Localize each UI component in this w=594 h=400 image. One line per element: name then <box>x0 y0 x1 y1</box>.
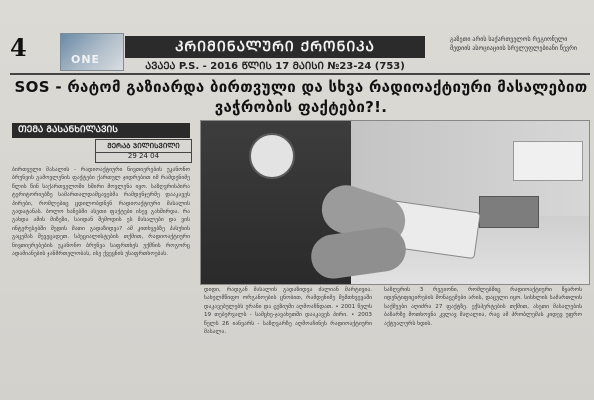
newspaper-logo <box>60 33 124 71</box>
photo-evidence-box <box>479 196 539 228</box>
section-header-title: ᲙᲠᲘᲛᲘᲜᲐᲚᲣᲠᲘ ᲥᲠᲝᲜᲘᲙᲐ <box>175 39 375 55</box>
header-right-note: გაზეთი არის საქართველოს რეგიონული მედიის ასოციაციის სრულუფლებიანი წევრი <box>450 36 577 52</box>
article-photo <box>200 120 590 285</box>
police-badge-icon <box>249 133 295 179</box>
section-header-band <box>125 36 425 58</box>
header-rule <box>10 73 590 75</box>
middle-column-text: დიდი, რადგან მასალის გადაზიდვა ძალიან მარტივია. სახელმწიფო ორგანოების ცნობით, რამდენიმე შემთხვევაში დაკავებულებს ურანი და ცეზიუმი აღმოაჩნდათ. • 2001 წელს 19 თებერვალს - სამცხე-ჯავახეთში დააკავეს პირი. • 2003 წელს 26 იანვარს - საზღვარზე აღმოაჩინეს რადიოაქტიური მასალა. <box>204 287 372 336</box>
section-tag: ᲗᲔᲛᲐ ᲒᲐᲡᲐᲜᲮᲘᲚᲐᲕᲘᲡ <box>12 123 190 138</box>
logo-text: ONE <box>71 53 101 66</box>
right-column-text: საზღვრის 3 რეგიონი, რომლებშიც რადიოაქტიური წყაროს იდენტიფიცირების მონაცემები არის, დაცული იყო. სისხლის სამართლის საქმეები აღიძრა 27 ფაქტზე. ექსპერტების თქმით, ასეთი მასალების ბაზარზე მოთხოვნა კვლავ მაღალია, რაც ამ პრობლემას კიდევ უფრო აქტუალურს ხდის. <box>384 287 582 327</box>
author-name: ᲛᲔᲠᲐᲑ ᲯᲘᲚᲘᲡᲕᲘᲚᲘ <box>95 139 192 153</box>
page-number: 4 <box>10 33 27 62</box>
photo-white-box <box>513 141 583 181</box>
article-date: 29 24 04 <box>95 151 192 163</box>
article-headline: SOS - რატომ გაზიარდა ბირთვული და სხვა რადიოაქტიური მასალებით ვაჭრობის ფაქტები?!. <box>14 78 588 116</box>
left-column-text: ბირთვული მასალის - რადიოაქტიური ნივთიერების უკანონო ბრუნვის გამოვლენის ფაქტები ქართულ ჯიდრებით იმ რამდენიმე წლის წინ საქართველოში ხშირი მოვლენა იყო. საზღვრისპირა ტერიტორიებზე სამართალდამცავებმა რამდენჯერმე დააკავეს პირები, რომლებიც ცდილობდნენ რადიოაქტიური მასალის გადატანას. ბოლო ხანებში ასეთი ფაქტები ისევ გახშირდა. რა გახდა ამის მიზეზი, საიდან შემოდის ეს მასალები და ვის ინტერესებში შედის მათი გადაზიდვა? ამ კითხვებზე პასუხის გაცემას შევეცადეთ. სპეციალისტების თქმით, რადიოაქტიური ნივთიერებების უკანონო ბრუნვა საფრთხეს უქმნის როგორც ადამიანების ჯანმრთელობას, ისე ქვეყნის უსაფრთხოებას. <box>12 167 190 258</box>
issue-line: ᲐᲕᲐᲔᲐ P.S. - 2016 ᲬᲚᲘᲡ 17 ᲛᲐᲘᲡᲘ №23-24 (753) <box>145 61 405 72</box>
